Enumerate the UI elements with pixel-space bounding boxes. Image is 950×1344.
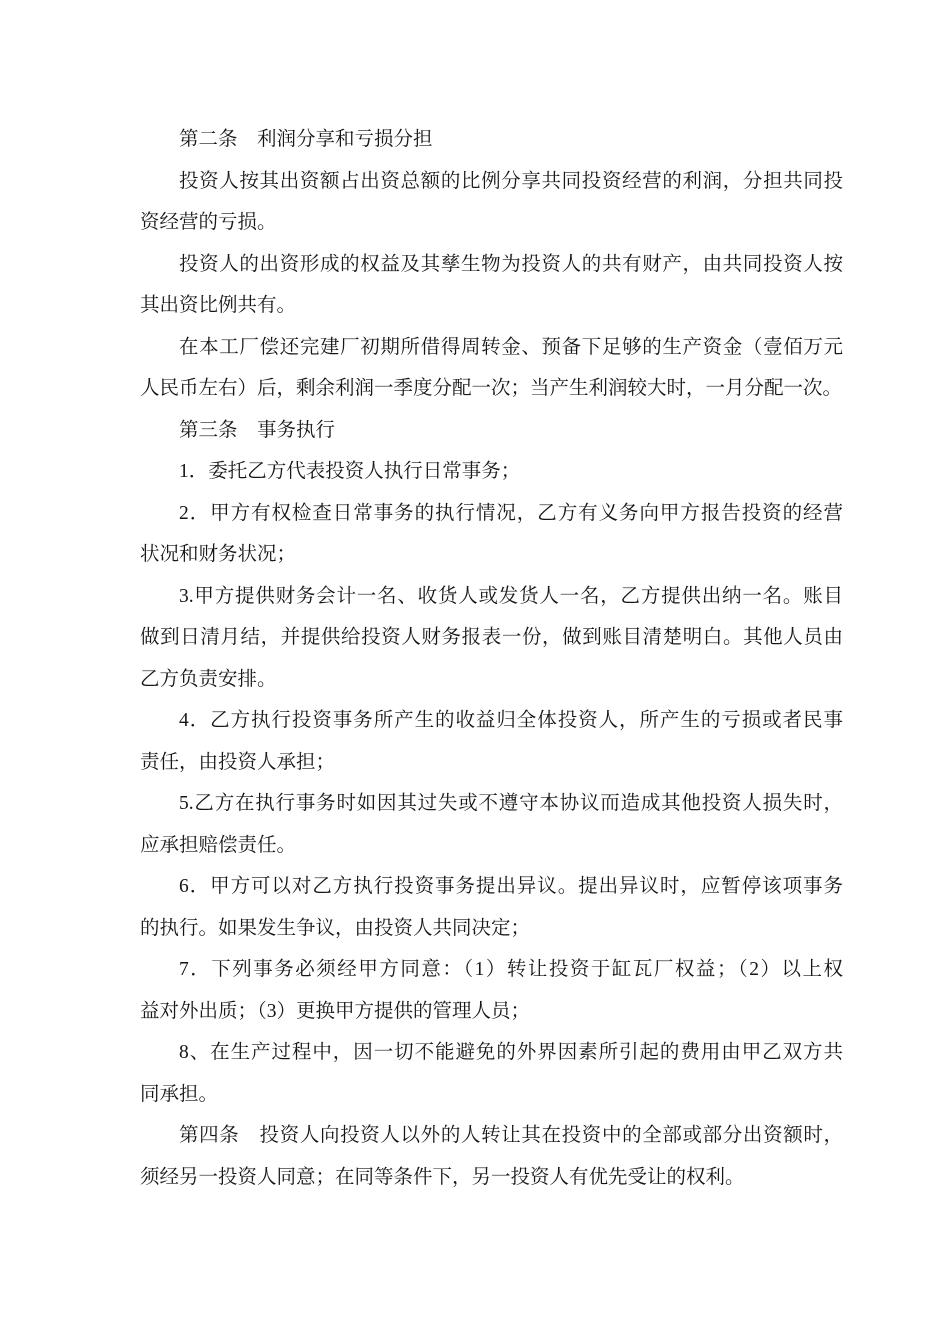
text-line: 7．下列事务必须经甲方同意：（1）转让投资于缸瓦厂权益；（2）以上权 — [179, 959, 843, 980]
text-line: 其出资比例共有。 — [140, 295, 297, 316]
text-line: 3.甲方提供财务会计一名、收货人或发货人一名，乙方提供出纳一名。账目 — [179, 585, 843, 607]
text-line: 资经营的亏损。 — [140, 212, 277, 233]
paragraph — [140, 1115, 843, 1198]
text-line: 乙方负责安排。 — [140, 668, 277, 690]
paragraph — [140, 700, 843, 783]
text-line: 4．乙方执行投资事务所产生的收益归全体投资人，所产生的亏损或者民事 — [179, 710, 843, 731]
paragraph — [140, 783, 843, 866]
paragraph — [140, 244, 843, 327]
paragraph — [140, 866, 843, 949]
paragraph — [140, 451, 843, 493]
text-line: 8、在生产过程中，因一切不能避免的外界因素所引起的费用由甲乙双方共 — [179, 1042, 843, 1063]
text-line: 第二条 利润分享和亏损分担 — [179, 129, 433, 150]
text-line: 状况和财务状况； — [140, 544, 297, 565]
text-line: 第三条 事务执行 — [179, 419, 336, 441]
paragraph — [140, 327, 843, 410]
text-line: 的执行。如果发生争议，由投资人共同决定； — [140, 917, 531, 939]
text-line: 6．甲方可以对乙方执行投资事务提出异议。提出异议时，应暂停该项事务 — [179, 876, 843, 897]
text-line: 同承担。 — [140, 1083, 219, 1105]
text-line: 2．甲方有权检查日常事务的执行情况，乙方有义务向甲方报告投资的经营 — [179, 502, 843, 524]
text-line: 在本工厂偿还完建厂初期所借得周转金、预备下足够的生产资金（壹佰万元 — [179, 336, 843, 358]
text-line: 责任，由投资人承担； — [140, 751, 336, 773]
text-line: 益对外出质；（3）更换甲方提供的管理人员； — [140, 1000, 531, 1022]
text-line: 应承担赔偿责任。 — [140, 834, 297, 856]
text-line: 投资人的出资形成的权益及其孳生物为投资人的共有财产，由共同投资人按 — [179, 253, 843, 275]
paragraph — [140, 493, 843, 576]
text-line: 第四条 投资人向投资人以外的人转让其在投资中的全部或部分出资额时， — [179, 1125, 843, 1146]
paragraph — [140, 949, 843, 1032]
article-heading — [140, 410, 843, 452]
paragraph — [140, 576, 843, 701]
text-line: 投资人按其出资额占出资总额的比例分享共同投资经营的利润，分担共同投 — [179, 170, 843, 192]
article-heading — [140, 119, 843, 161]
text-line: 5.乙方在执行事务时如因其过失或不遵守本协议而造成其他投资人损失时， — [179, 793, 843, 814]
text-line: 做到日清月结，并提供给投资人财务报表一份，做到账目清楚明白。其他人员由 — [140, 627, 843, 648]
text-line: 1．委托乙方代表投资人执行日常事务； — [179, 461, 521, 482]
paragraph — [140, 1032, 843, 1115]
text-line: 人民币左右）后，剩余利润一季度分配一次；当产生利润较大时，一月分配一次。 — [140, 378, 843, 399]
paragraph — [140, 161, 843, 244]
text-line: 须经另一投资人同意；在同等条件下，另一投资人有优先受让的权利。 — [140, 1166, 745, 1188]
